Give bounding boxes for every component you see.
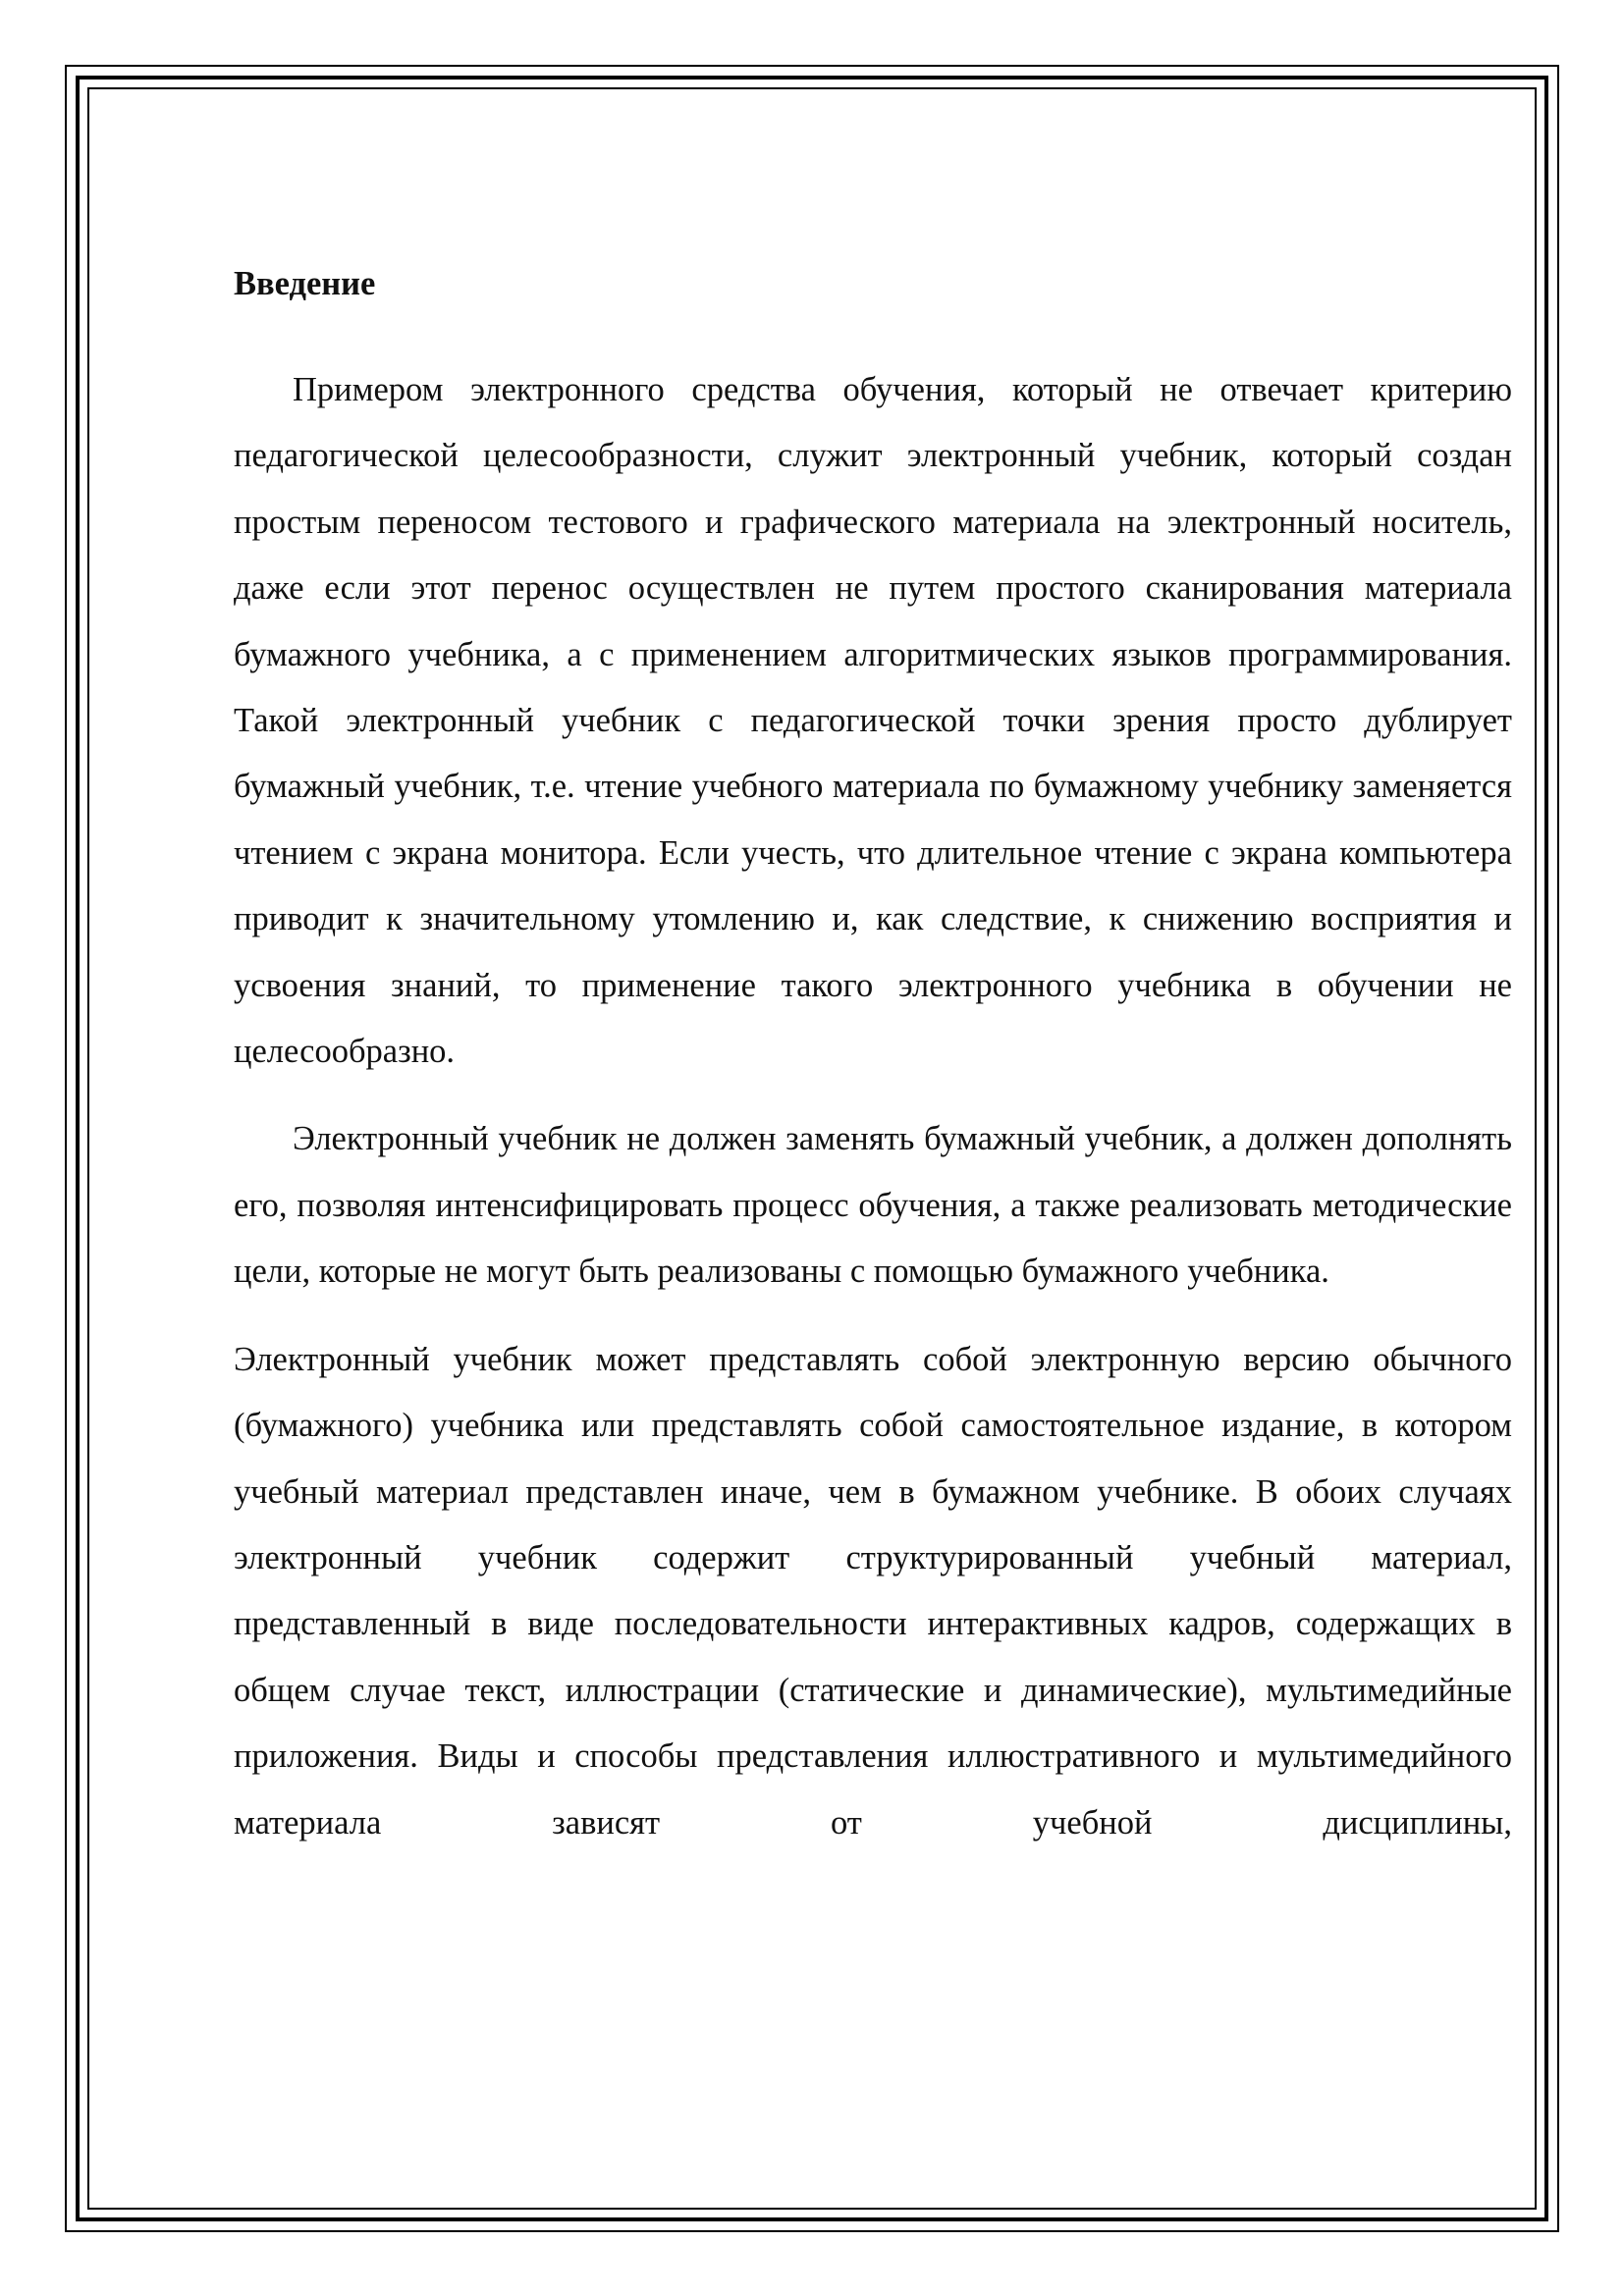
paragraph-spacer xyxy=(234,1306,1512,1327)
paragraph-3: Электронный учебник может представлять собой электронную версию обычного (бумажного) учебника или представлять собой самостоятельное издание, в котором учебный материал представлен иначе, чем в бумажном учебнике. В обоих случаях электронный учебник содержит структурированный учебный материал, представленный в виде последовательности интерактивных кадров, содержащих в общем случае текст, иллюстрации (статические и динамические), мультимедийные приложения. Виды и способы представления иллюстративного и мультимедийного материала зависят от учебной дисциплины, xyxy=(234,1340,1512,1842)
paragraph-spacer xyxy=(234,1085,1512,1106)
paragraph-1: Примером электронного средства обучения, который не отвечает критерию педагогической целесообразности, служит электронный учебник, который создан простым переносом тестового и графического материала на электронный носитель, даже если этот перенос осуществлен не путем простого сканирования материала бумажного учебника, а с применением алгоритмических языков программирования. Такой электронный учебник с педагогической точки зрения просто дублирует бумажный учебник, т.е. чтение учебного материала по бумажному учебнику заменяется чтением с экрана монитора. Если учесть, что длительное чтение с экрана компьютера приводит к значительному утомлению и, как следствие, к снижению восприятия и усвоения знаний, то применение такого электронного учебника в обучении не целесообразно. xyxy=(234,371,1512,1071)
section-heading: Введение xyxy=(234,265,376,302)
paragraph-2: Электронный учебник не должен заменять бумажный учебник, а должен дополнять его, позволяя интенсифицировать процесс обучения, а также реализовать методические цели, которые не могут быть реализованы с помощью бумажного учебника. xyxy=(234,1120,1512,1291)
document-body xyxy=(234,257,1512,1856)
